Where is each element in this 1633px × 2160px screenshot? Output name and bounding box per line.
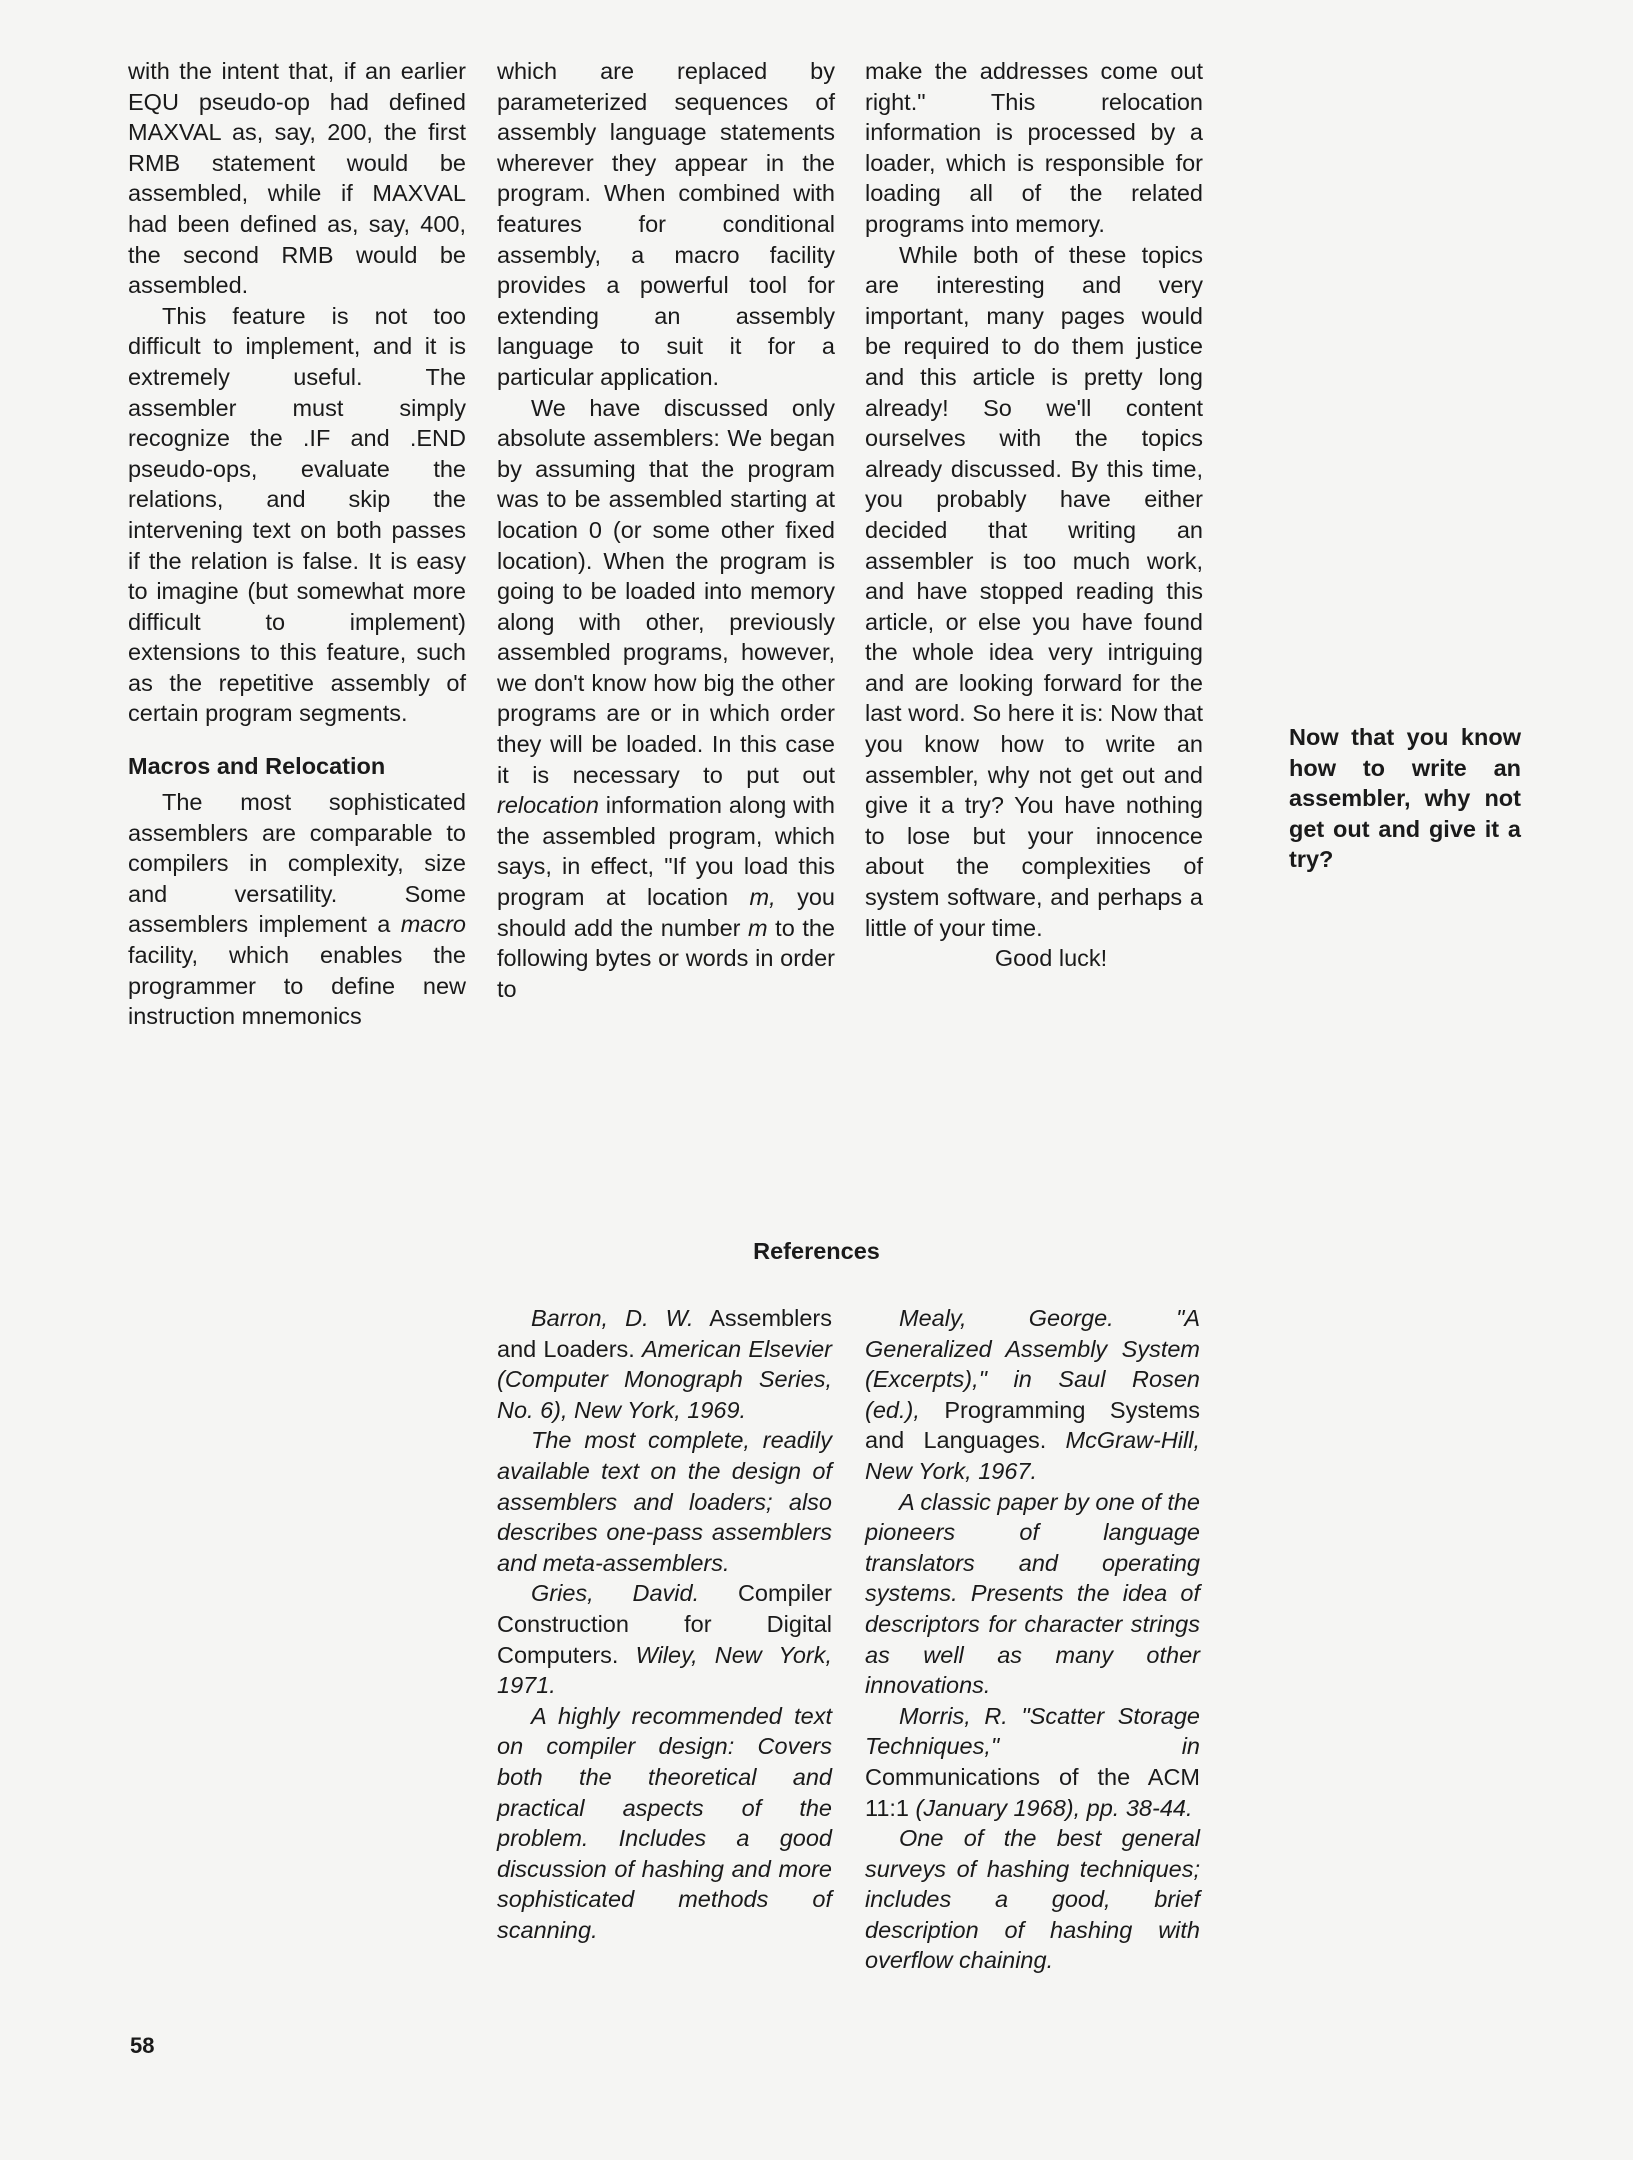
text-run: We have discussed only absolute assemblers: We began by assuming that the program was to be assembled starting at location 0 (or some other fixed location). When the program is going to be loaded into memory along with other, previously assembled programs, however, we don't know how big the other programs are or in which order they will be loaded. In this case it is necessary to put out [497,394,835,788]
reference-entry [865,1701,1200,1823]
italic-term: macro [400,911,466,938]
italic-term: relocation [497,792,599,819]
reference-note: A classic paper by one of the pioneers of language translators and operating systems. Presents the idea of descriptors for character strings as well as many other innovations. [865,1488,1200,1699]
reference-note: A highly recommended text on compiler design: Covers both the theoretical and practical aspects of the problem. Includes a good discussion of hashing and more sophisticated methods of scanning. [497,1702,832,1943]
text-run: facility, which enables the programmer to define new instruction mnemonics [128,942,466,1030]
reference-title: Compiler Construction for Digital Computers. [497,1580,832,1668]
text-run: information along with the assembled program, which says, in effect, "If you load this program at location [497,792,835,911]
reference-note: One of the best general surveys of hashing techniques; includes a good, brief description of hashing with overflow chaining. [865,1825,1200,1974]
reference-publisher: American Elsevier (Computer Monograph Series, No. 6), New York, 1969. [497,1335,832,1423]
closing-line: Good luck! [994,945,1108,972]
references-column-1 [497,1303,832,1945]
article-column-2 [497,56,835,1004]
reference-title: Programming Systems and Languages. [865,1396,1200,1454]
reference-author: Barron, D. W. [531,1305,694,1331]
article-column-1 [128,56,466,1032]
paragraph: This feature is not too difficult to implement, and it is extremely useful. The assembler must simply recognize the .IF and .END pseudo-ops, evaluate the relations, and skip the intervening text on both passes if the relation is false. It is easy to imagine (but somewhat more difficult to implement) extensions to this feature, such as the repetitive assembly of certain program segments. [128,302,466,727]
paragraph: which are replaced by parameterized sequences of assembly language statements wherever they appear in the program. When combined with features for conditional assembly, a macro facility provides a powerful tool for extending an assembly language to suit it for a particular application. [497,58,835,390]
paragraph: make the addresses come out right." This relocation information is processed by a loader, which is responsible for loading all of the related programs into memory. [865,58,1203,237]
text-run: you should add the number [497,884,835,941]
reference-entry [497,1303,832,1425]
reference-entry [497,1578,832,1700]
reference-publisher: McGraw-Hill, New York, 1967. [865,1427,1200,1484]
paragraph [497,393,835,1005]
page-number: 58 [130,2033,155,2058]
reference-author: Morris, R. "Scatter Storage Techniques," in [865,1702,1200,1760]
references-heading: References [753,1238,880,1264]
reference-publisher: (January 1968), pp. 38-44. [915,1794,1193,1821]
reference-note: The most complete, readily available text on the design of assemblers and loaders; also describes one-pass assemblers and meta-assemblers. [497,1427,832,1576]
reference-author: Mealy, George. "A Generalized Assembly System (Excerpts)," in Saul Rosen (ed.), [865,1305,1200,1423]
italic-term: m [748,914,768,941]
reference-title: Assemblers and Loaders. [497,1305,832,1362]
references-column-2 [865,1303,1200,1976]
paragraph: While both of these topics are interesting and very important, many pages would be required to do them justice and this article is pretty long already! So we'll content ourselves with the topics already discussed. By this time, you probably have either decided that writing an assembler is too much work, and have stopped reading this article, or else you have found the whole idea very intriguing and are looking forward for the last word. So here it is: Now that you know how to write an assembler, why not get out and give it a try? You have nothing to lose but your innocence about the complexities of system software, and perhaps a little of your time. [865,241,1203,941]
reference-title: Communications of the ACM 11:1 [865,1763,1200,1821]
reference-publisher: Wiley, New York, 1971. [497,1641,832,1699]
text-run: The most sophisticated assemblers are comparable to compilers in complexity, size and versatility. Some assemblers implement a [128,789,466,938]
section-heading: Macros and Relocation [128,753,386,780]
italic-term: m, [749,884,776,911]
article-column-3 [865,56,1203,974]
paragraph [128,787,466,1032]
pull-quote: Now that you know how to write an assembler, why not get out and give it a try? [1289,724,1521,873]
reference-author: Gries, David. [531,1580,700,1607]
reference-entry [865,1303,1200,1487]
text-run: to the following bytes or words in order to [497,914,835,1002]
paragraph: with the intent that, if an earlier EQU pseudo-op had defined MAXVAL as, say, 200, the first RMB statement would be assembled, while if MAXVAL had been defined as, say, 400, the second RMB would be assembled. [128,58,466,299]
